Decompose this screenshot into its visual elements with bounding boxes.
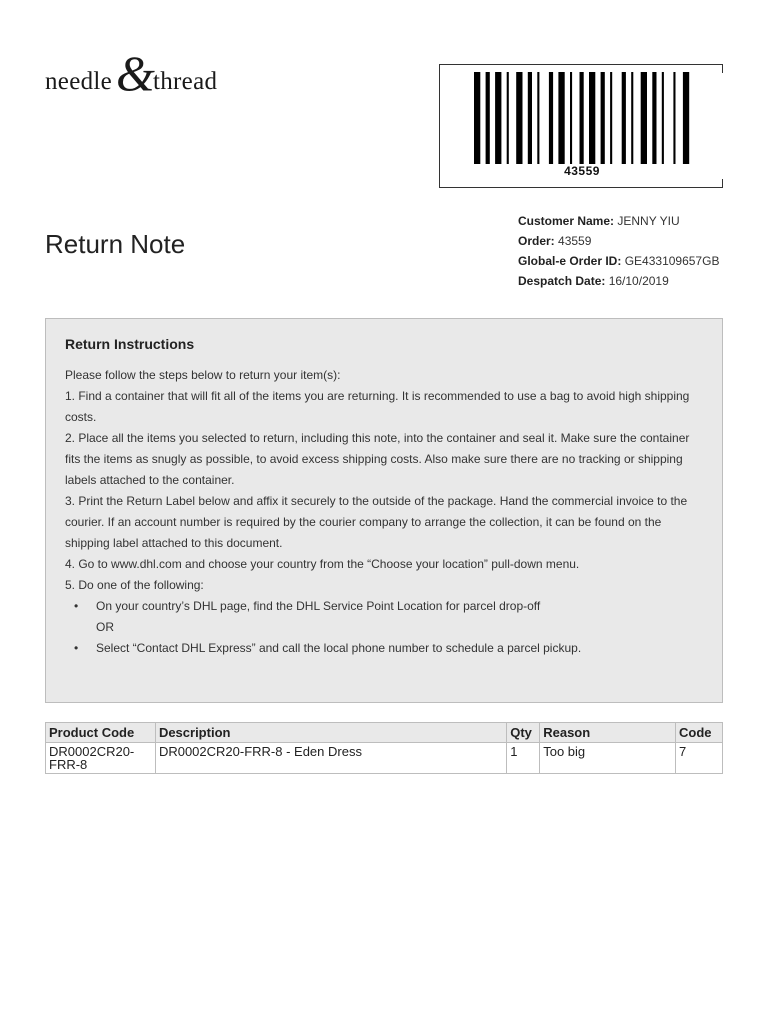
globale-order-value: GE433109657GB: [624, 254, 720, 268]
barcode-number: 43559: [564, 164, 600, 178]
cell-description: DR0002CR20-FRR-8 - Eden Dress: [155, 743, 506, 774]
despatch-date-value: 16/10/2019: [608, 274, 669, 288]
order-meta: [518, 211, 719, 291]
logo-word-thread: thread: [153, 68, 218, 95]
barcode-image: [474, 72, 696, 164]
header-product-code: Product Code: [46, 723, 156, 743]
instructions-intro: Please follow the steps below to return your item(s):: [65, 368, 341, 382]
cell-reason: Too big: [540, 743, 676, 774]
header-qty: Qty: [507, 723, 540, 743]
instructions-heading: Return Instructions: [65, 336, 195, 352]
instruction-step-2: 2. Place all the items you selected to return, including this note, into the container and seal it. Make sure the container fits the items as snugly as possible, to avoid excess shipping costs. Also make sure there are no tracking or shipping labels attached to the container.: [65, 431, 690, 487]
instruction-step-4: 4. Go to www.dhl.com and choose your country from the “Choose your location” pull-down menu.: [65, 557, 580, 571]
brand-logo: [45, 45, 230, 102]
customer-name-label: Customer Name:: [518, 214, 615, 228]
despatch-date-label: Despatch Date:: [518, 274, 606, 288]
cell-code: 7: [675, 743, 722, 774]
logo-word-needle: needle: [45, 68, 113, 95]
header-code: Code: [675, 723, 722, 743]
logo-ampersand: &: [116, 45, 155, 101]
table-row: [46, 743, 723, 774]
order-value: 43559: [558, 234, 592, 248]
option-pickup-text: Select “Contact DHL Express” and call the local phone number to schedule a parcel pickup.: [96, 641, 582, 655]
header-description: Description: [155, 723, 506, 743]
option-drop-off-text: On your country’s DHL page, find the DHL Service Point Location for parcel drop-off: [96, 599, 541, 613]
barcode-panel: [439, 64, 723, 188]
cell-product-code: DR0002CR20-FRR-8: [46, 743, 156, 774]
bullet-icon: •: [74, 641, 79, 655]
cell-qty: 1: [507, 743, 540, 774]
globale-order-row: [518, 251, 719, 271]
instruction-step-1: 1. Find a container that will fit all of the items you are returning. It is recommended to use a bag to avoid high shipping costs.: [65, 389, 690, 424]
globale-order-label: Global-e Order ID:: [518, 254, 622, 268]
instruction-options-list: [65, 596, 703, 659]
page-title: Return Note: [45, 229, 186, 259]
order-label: Order:: [518, 234, 555, 248]
option-pickup: [65, 638, 703, 659]
order-row: [518, 231, 719, 251]
instruction-step-3: 3. Print the Return Label below and affix it securely to the outside of the package. Hand the commercial invoice to the courier. If an account number is required by the courier company to arrange the collection, it can be found on the shipping label attached to this document.: [65, 494, 688, 550]
header-reason: Reason: [540, 723, 676, 743]
return-items-table: [45, 722, 723, 774]
instruction-step-5: 5. Do one of the following:: [65, 578, 204, 592]
table-header-row: [46, 723, 723, 743]
return-instructions-panel: [45, 318, 723, 703]
customer-name-value: JENNY YIU: [617, 214, 680, 228]
option-or-separator: OR: [96, 620, 114, 634]
customer-name-row: [518, 211, 719, 231]
bullet-icon: •: [74, 599, 79, 613]
despatch-date-row: [518, 271, 719, 291]
option-drop-off: [65, 596, 703, 617]
